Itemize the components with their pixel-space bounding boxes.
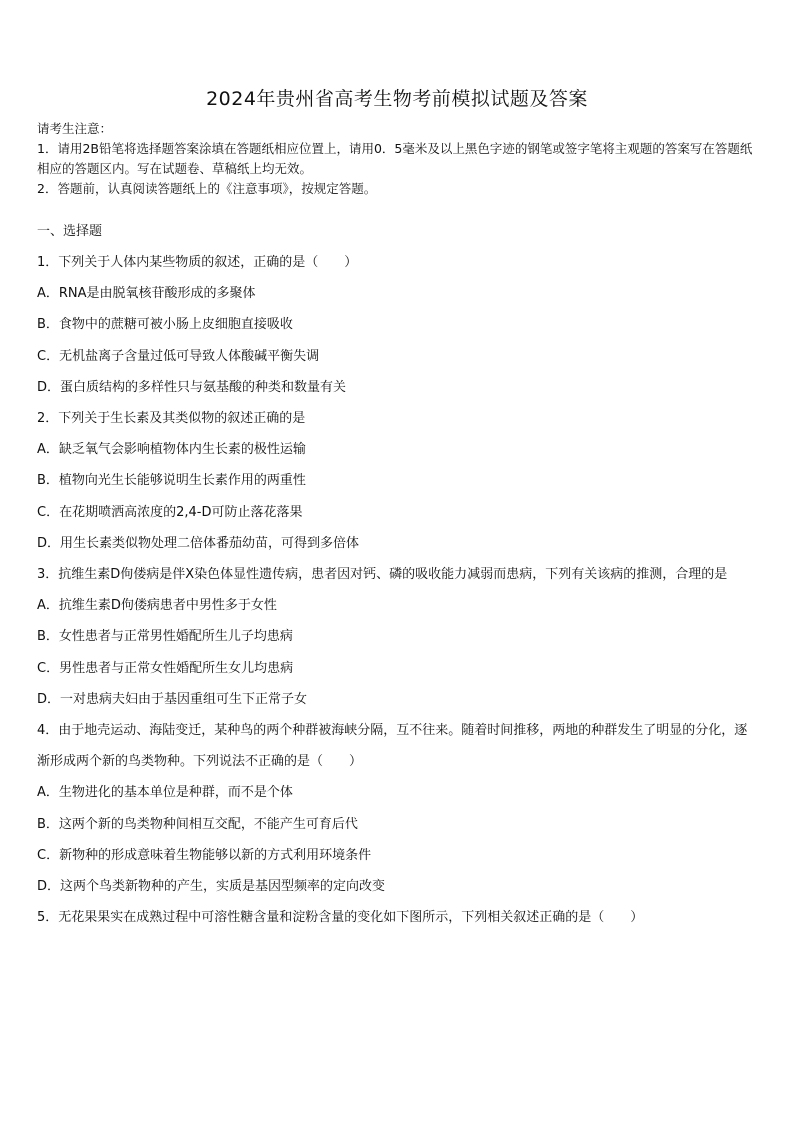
notice-item: 1．请用2B铅笔将选择题答案涂填在答题纸相应位置上，请用0．5毫米及以上黑色字迹的钢笔或签字笔将主观题的答案写在答题纸相应的答题区内。写在试题卷、草稿纸上均无效。 — [37, 141, 753, 176]
page-title: 2024年贵州省高考生物考前模拟试题及答案 — [206, 88, 588, 110]
notice-heading: 请考生注意： — [37, 121, 113, 136]
question-stem: 5．无花果果实在成熟过程中可溶性糖含量和淀粉含量的变化如下图所示，下列相关叙述正确的是（ ） — [37, 910, 644, 926]
exam-notice — [37, 119, 757, 199]
answer-option: A．RNA是由脱氧核苷酸形成的多聚体 — [37, 286, 256, 302]
answer-option: B．女性患者与正常男性婚配所生儿子均患病 — [37, 629, 293, 645]
question-list — [37, 247, 755, 933]
answer-option: A．生物进化的基本单位是种群，而不是个体 — [37, 785, 293, 801]
question-stem: 4．由于地壳运动、海陆变迁，某种鸟的两个种群被海峡分隔，互不往来。随着时间推移，两地的种群发生了明显的分化，逐渐形成两个新的鸟类物种。下列说法不正确的是（ ） — [37, 723, 748, 770]
question-stem: 3．抗维生素D佝偻病是伴X染色体显性遗传病，患者因对钙、磷的吸收能力减弱而患病，下列有关该病的推测，合理的是 — [37, 567, 728, 583]
section-title: 一、选择题 — [37, 224, 103, 239]
answer-option: C．无机盐离子含量过低可导致人体酸碱平衡失调 — [37, 348, 320, 364]
answer-option: C．在花期喷洒高浓度的2,4-D可防止落花落果 — [37, 504, 303, 520]
answer-option: B．这两个新的鸟类物种间相互交配，不能产生可育后代 — [37, 816, 358, 832]
answer-option: A．缺乏氧气会影响植物体内生长素的极性运输 — [37, 442, 306, 458]
answer-option: C．男性患者与正常女性婚配所生女儿均患病 — [37, 660, 294, 676]
answer-option: D．用生长素类似物处理二倍体番茄幼苗，可得到多倍体 — [37, 535, 360, 551]
question-stem: 2．下列关于生长素及其类似物的叙述正确的是 — [37, 411, 306, 427]
answer-option: C．新物种的形成意味着生物能够以新的方式利用环境条件 — [37, 847, 372, 863]
answer-option: D．蛋白质结构的多样性只与氨基酸的种类和数量有关 — [37, 379, 347, 395]
answer-option: D．这两个鸟类新物种的产生，实质是基因型频率的定向改变 — [37, 879, 386, 895]
answer-option: D．一对患病夫妇由于基因重组可生下正常子女 — [37, 691, 308, 707]
answer-option: B．食物中的蔗糖可被小肠上皮细胞直接吸收 — [37, 317, 293, 333]
answer-option: A．抗维生素D佝偻病患者中男性多于女性 — [37, 598, 277, 614]
notice-item: 2．答题前，认真阅读答题纸上的《注意事项》，按规定答题。 — [37, 181, 377, 196]
answer-option: B．植物向光生长能够说明生长素作用的两重性 — [37, 473, 306, 489]
question-stem: 1．下列关于人体内某些物质的叙述，正确的是（ ） — [37, 255, 358, 270]
